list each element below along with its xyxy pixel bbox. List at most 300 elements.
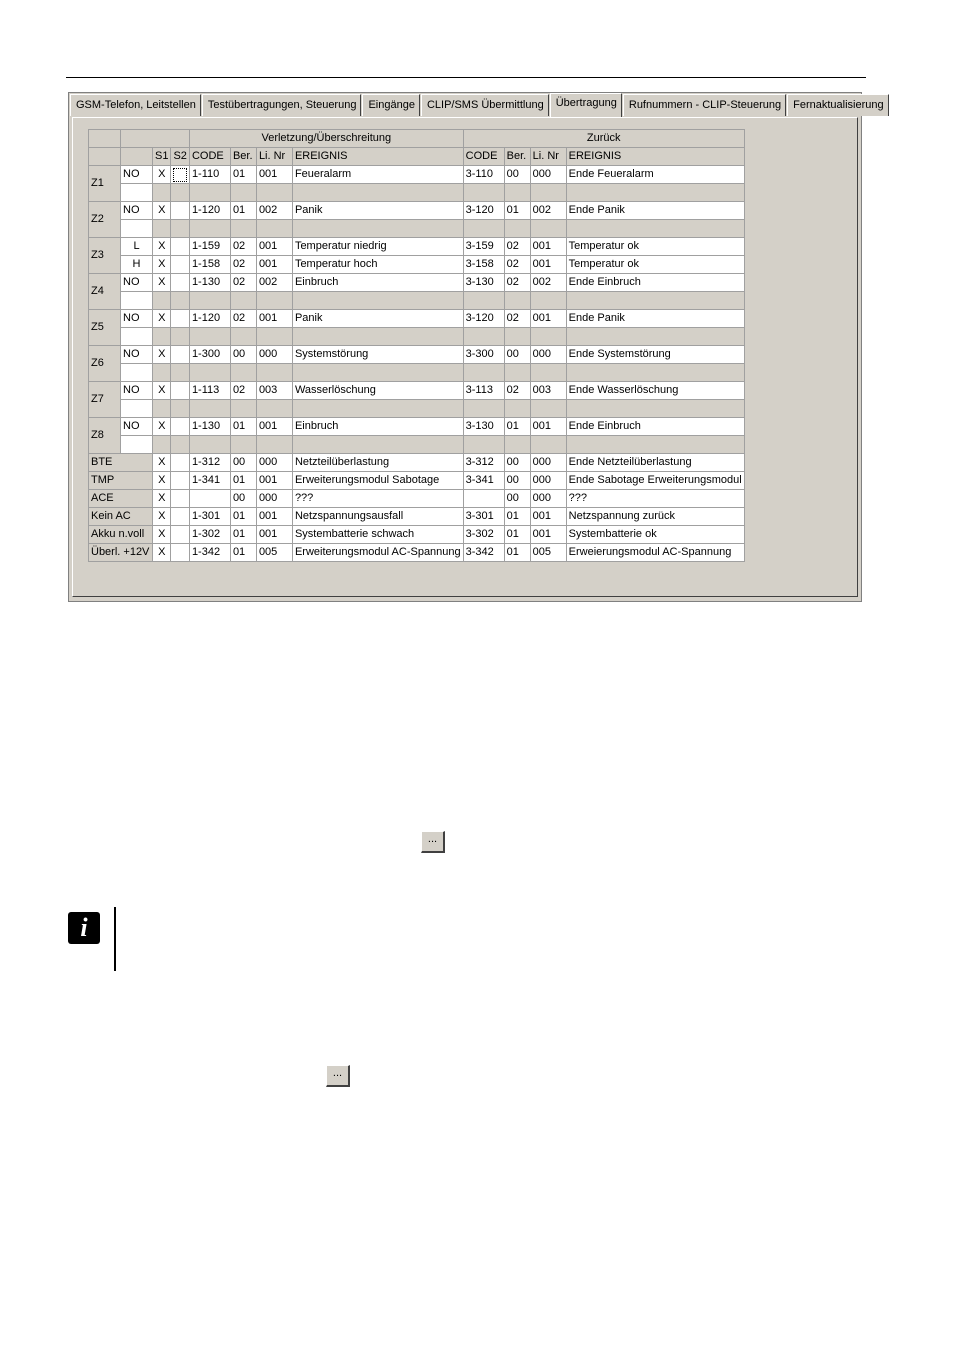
cell-s2[interactable] (171, 454, 189, 472)
cell-revent[interactable]: Systembatterie ok (566, 526, 744, 544)
empty-cell (504, 436, 530, 454)
cell-ber[interactable]: 01 (230, 526, 256, 544)
empty-cell (566, 220, 744, 238)
zone-type-cell[interactable]: NO (121, 166, 153, 184)
empty-cell (566, 364, 744, 382)
empty-cell (189, 328, 230, 346)
cell-s1[interactable]: X (153, 508, 171, 526)
cell-event[interactable]: Temperatur niedrig (292, 238, 463, 256)
cell-revent[interactable]: ??? (566, 490, 744, 508)
cell-ber[interactable]: 01 (230, 202, 256, 220)
cell-code[interactable]: 1-120 (189, 202, 230, 220)
cell-ber[interactable]: 02 (230, 238, 256, 256)
cell-event[interactable]: Erweiterungsmodul AC-Spannung (292, 544, 463, 562)
system-row-label: Überl. +12V (89, 544, 153, 562)
cell-event[interactable]: Systemstörung (292, 346, 463, 364)
cell-rcode[interactable]: 3-342 (463, 544, 504, 562)
zone-label: Z2 (89, 202, 121, 238)
cell-ber[interactable]: 02 (230, 382, 256, 400)
cell-ber[interactable]: 00 (230, 490, 256, 508)
cell-rber[interactable]: 01 (504, 418, 530, 436)
zone-type-cell[interactable]: L (121, 238, 153, 256)
empty-cell (292, 220, 463, 238)
empty-cell (256, 220, 292, 238)
cell-s1[interactable]: X (153, 256, 171, 274)
cell-rcode[interactable]: 3-301 (463, 508, 504, 526)
cell-revent[interactable]: Erweierungsmodul AC-Spannung (566, 544, 744, 562)
table-row (89, 256, 745, 274)
table-row (89, 310, 745, 328)
empty-cell (230, 364, 256, 382)
cell-event[interactable]: Feueralarm (292, 166, 463, 184)
empty-cell (153, 436, 171, 454)
table-row (89, 328, 745, 346)
tab-6[interactable]: Fernaktualisierung (787, 94, 889, 116)
empty-cell (463, 328, 504, 346)
cell-s1[interactable]: X (153, 418, 171, 436)
empty-cell (171, 328, 189, 346)
table-row (89, 274, 745, 292)
table-row (89, 436, 745, 454)
zone-type-cell[interactable]: NO (121, 274, 153, 292)
cell-s2[interactable] (171, 238, 189, 256)
empty-cell (171, 400, 189, 418)
empty-cell (153, 364, 171, 382)
cell-revent[interactable]: Ende Panik (566, 310, 744, 328)
note-divider (114, 907, 116, 971)
empty-cell (530, 436, 566, 454)
empty-cell (292, 364, 463, 382)
cell-s1[interactable]: X (153, 544, 171, 562)
cell-rber[interactable]: 01 (504, 508, 530, 526)
cell-rlinr[interactable]: 005 (530, 544, 566, 562)
tab-bar (70, 94, 890, 116)
empty-cell (463, 184, 504, 202)
empty-cell (153, 184, 171, 202)
empty-cell (230, 436, 256, 454)
empty-cell (566, 292, 744, 310)
cell-ber[interactable]: 00 (230, 346, 256, 364)
empty-cell (171, 364, 189, 382)
event-code-table (88, 129, 745, 562)
cell-s2[interactable] (171, 382, 189, 400)
table-row (89, 472, 745, 490)
table-row (89, 526, 745, 544)
restore-group-header: Zurück (463, 130, 744, 148)
cell-code[interactable]: 1-130 (189, 274, 230, 292)
cell-rber[interactable]: 00 (504, 166, 530, 184)
cell-code[interactable]: 1-130 (189, 418, 230, 436)
cell-revent[interactable]: Temperatur ok (566, 256, 744, 274)
system-row-label: ACE (89, 490, 153, 508)
cell-rcode[interactable]: 3-312 (463, 454, 504, 472)
cell-s1[interactable]: X (153, 202, 171, 220)
cell-s1[interactable]: X (153, 382, 171, 400)
settings-window (68, 92, 884, 602)
empty-cell (153, 400, 171, 418)
cell-code[interactable]: 1-342 (189, 544, 230, 562)
cell-s1[interactable]: X (153, 346, 171, 364)
cell-ber[interactable]: 00 (230, 454, 256, 472)
zone-type-cell[interactable] (121, 220, 153, 238)
cell-s2[interactable] (171, 256, 189, 274)
empty-cell (153, 220, 171, 238)
table-row (89, 238, 745, 256)
cell-rcode[interactable]: 3-113 (463, 382, 504, 400)
cell-event[interactable]: ??? (292, 490, 463, 508)
empty-cell (530, 184, 566, 202)
cell-rcode[interactable]: 3-158 (463, 256, 504, 274)
empty-cell (153, 292, 171, 310)
cell-s2[interactable] (171, 490, 189, 508)
cell-linr[interactable]: 001 (256, 526, 292, 544)
zone-type-cell[interactable]: NO (121, 310, 153, 328)
cell-event[interactable]: Temperatur hoch (292, 256, 463, 274)
cell-rcode[interactable]: 3-159 (463, 238, 504, 256)
col-restore-code[interactable]: CODE (463, 148, 504, 166)
cell-rcode[interactable]: 3-130 (463, 274, 504, 292)
zone-type-cell[interactable]: NO (121, 382, 153, 400)
ellipsis-button[interactable]: ... (421, 831, 445, 853)
empty-cell (230, 220, 256, 238)
cell-s2[interactable] (171, 418, 189, 436)
cell-code[interactable] (189, 490, 230, 508)
cell-revent[interactable]: Temperatur ok (566, 238, 744, 256)
cell-revent[interactable]: Ende Panik (566, 202, 744, 220)
cell-code[interactable]: 1-110 (189, 166, 230, 184)
cell-rlinr[interactable]: 000 (530, 346, 566, 364)
zone-label: Z5 (89, 310, 121, 346)
empty-cell (463, 292, 504, 310)
empty-cell (530, 220, 566, 238)
cell-linr[interactable]: 002 (256, 274, 292, 292)
cell-s2[interactable] (171, 472, 189, 490)
cell-linr[interactable]: 002 (256, 202, 292, 220)
cell-ber[interactable]: 01 (230, 544, 256, 562)
cell-linr[interactable]: 001 (256, 238, 292, 256)
zone-label: Z4 (89, 274, 121, 310)
cell-ber[interactable]: 01 (230, 508, 256, 526)
tab-1[interactable]: Testübertragungen, Steuerung (202, 94, 362, 116)
transmission-panel (72, 117, 858, 597)
empty-cell (256, 400, 292, 418)
cell-rlinr[interactable]: 001 (530, 238, 566, 256)
empty-cell (504, 400, 530, 418)
table-row (89, 382, 745, 400)
zone-type-cell[interactable]: NO (121, 418, 153, 436)
cell-rber[interactable]: 00 (504, 346, 530, 364)
empty-cell (530, 328, 566, 346)
cell-rlinr[interactable]: 001 (530, 508, 566, 526)
cell-rcode[interactable]: 3-302 (463, 526, 504, 544)
empty-cell (189, 400, 230, 418)
cell-ber[interactable]: 02 (230, 310, 256, 328)
empty-cell (256, 328, 292, 346)
table-row (89, 346, 745, 364)
cell-revent[interactable]: Ende Sabotage Erweiterungsmodul (566, 472, 744, 490)
cell-rlinr[interactable]: 001 (530, 526, 566, 544)
cell-revent[interactable]: Ende Netzteilüberlastung (566, 454, 744, 472)
cell-s1[interactable]: X (153, 472, 171, 490)
cell-rlinr[interactable]: 001 (530, 418, 566, 436)
cell-s1[interactable]: X (153, 274, 171, 292)
system-row-label: TMP (89, 472, 153, 490)
empty-cell (230, 184, 256, 202)
cell-linr[interactable]: 000 (256, 346, 292, 364)
empty-cell (189, 364, 230, 382)
table-row (89, 220, 745, 238)
empty-cell (189, 292, 230, 310)
cell-code[interactable]: 1-120 (189, 310, 230, 328)
table-row (89, 544, 745, 562)
cell-rber[interactable]: 01 (504, 202, 530, 220)
empty-cell (256, 184, 292, 202)
empty-cell (463, 220, 504, 238)
empty-cell (292, 436, 463, 454)
empty-cell (256, 436, 292, 454)
empty-cell (463, 400, 504, 418)
empty-cell (171, 220, 189, 238)
zone-label: Z6 (89, 346, 121, 382)
cell-rcode[interactable]: 3-110 (463, 166, 504, 184)
col-restore-linr[interactable]: Li. Nr (530, 148, 566, 166)
zone-label: Z7 (89, 382, 121, 418)
cell-event[interactable]: Wasserlöschung (292, 382, 463, 400)
zone-type-cell[interactable] (121, 328, 153, 346)
cell-s1[interactable]: X (153, 454, 171, 472)
col-code[interactable]: CODE (189, 148, 230, 166)
empty-cell (504, 364, 530, 382)
cell-rber[interactable]: 02 (504, 238, 530, 256)
cell-rber[interactable]: 02 (504, 256, 530, 274)
cell-code[interactable]: 1-113 (189, 382, 230, 400)
violation-group-header: Verletzung/Überschreitung (189, 130, 463, 148)
cell-event[interactable]: Netzspannungsausfall (292, 508, 463, 526)
table-row (89, 418, 745, 436)
empty-cell (189, 184, 230, 202)
empty-cell (189, 220, 230, 238)
zone-label: Z3 (89, 238, 121, 274)
cell-linr[interactable]: 001 (256, 310, 292, 328)
cell-rlinr[interactable]: 000 (530, 166, 566, 184)
zone-type-cell[interactable]: NO (121, 346, 153, 364)
zone-label: Z8 (89, 418, 121, 454)
system-row-label: BTE (89, 454, 153, 472)
cell-s2[interactable] (171, 544, 189, 562)
cell-rlinr[interactable]: 001 (530, 310, 566, 328)
col-event[interactable]: EREIGNIS (292, 148, 463, 166)
empty-cell (530, 364, 566, 382)
tab-2[interactable]: Eingänge (362, 94, 420, 116)
empty-cell (463, 364, 504, 382)
empty-cell (566, 436, 744, 454)
cell-s2[interactable] (171, 274, 189, 292)
cell-linr[interactable]: 005 (256, 544, 292, 562)
cell-linr[interactable]: 001 (256, 166, 292, 184)
cell-code[interactable]: 1-312 (189, 454, 230, 472)
table-row (89, 364, 745, 382)
col-restore-event[interactable]: EREIGNIS (566, 148, 744, 166)
table-row (89, 166, 745, 184)
table-row (89, 400, 745, 418)
empty-cell (230, 400, 256, 418)
col-restore-ber[interactable]: Ber. (504, 148, 530, 166)
cell-rcode[interactable]: 3-341 (463, 472, 504, 490)
zone-label: Z1 (89, 166, 121, 202)
cell-rber[interactable]: 02 (504, 274, 530, 292)
empty-cell (504, 328, 530, 346)
col-ber[interactable]: Ber. (230, 148, 256, 166)
page-header-rule (66, 77, 866, 78)
zone-type-cell[interactable] (121, 292, 153, 310)
cell-s2[interactable] (171, 508, 189, 526)
cell-event[interactable]: Systembatterie schwach (292, 526, 463, 544)
cell-rlinr[interactable]: 000 (530, 454, 566, 472)
cell-rlinr[interactable]: 003 (530, 382, 566, 400)
tab-5[interactable]: Rufnummern - CLIP-Steuerung (623, 94, 786, 116)
tab-3[interactable]: CLIP/SMS Übermittlung (421, 94, 549, 116)
zone-type-cell[interactable] (121, 436, 153, 454)
cell-rber[interactable]: 01 (504, 526, 530, 544)
empty-cell (256, 364, 292, 382)
cell-revent[interactable]: Ende Feueralarm (566, 166, 744, 184)
cell-s1[interactable]: X (153, 310, 171, 328)
table-row (89, 490, 745, 508)
cell-ber[interactable]: 01 (230, 472, 256, 490)
cell-s2[interactable] (171, 346, 189, 364)
cell-rber[interactable]: 02 (504, 310, 530, 328)
cell-rlinr[interactable]: 002 (530, 202, 566, 220)
empty-cell (189, 436, 230, 454)
zone-type-cell[interactable] (121, 184, 153, 202)
cell-event[interactable]: Netzteilüberlastung (292, 454, 463, 472)
empty-cell (566, 400, 744, 418)
cell-s2[interactable] (171, 310, 189, 328)
cell-code[interactable]: 1-300 (189, 346, 230, 364)
cell-rlinr[interactable]: 002 (530, 274, 566, 292)
cell-code[interactable]: 1-301 (189, 508, 230, 526)
cell-rber[interactable]: 00 (504, 472, 530, 490)
cell-code[interactable]: 1-302 (189, 526, 230, 544)
empty-cell (504, 184, 530, 202)
cell-event[interactable]: Einbruch (292, 418, 463, 436)
empty-cell (463, 436, 504, 454)
cell-linr[interactable]: 001 (256, 256, 292, 274)
cell-rcode[interactable] (463, 490, 504, 508)
col-s1[interactable]: S1 (153, 148, 171, 166)
cell-ber[interactable]: 02 (230, 274, 256, 292)
table-row (89, 454, 745, 472)
cell-rber[interactable]: 00 (504, 490, 530, 508)
cell-revent[interactable]: Netzspannung zurück (566, 508, 744, 526)
cell-rcode[interactable]: 3-120 (463, 202, 504, 220)
cell-rber[interactable]: 02 (504, 382, 530, 400)
cell-s1[interactable]: X (153, 166, 171, 184)
cell-rlinr[interactable]: 000 (530, 472, 566, 490)
cell-s1[interactable]: X (153, 238, 171, 256)
empty-cell (171, 436, 189, 454)
cell-rber[interactable]: 00 (504, 454, 530, 472)
table-row (89, 508, 745, 526)
empty-cell (230, 292, 256, 310)
cell-s2[interactable] (171, 166, 189, 184)
cell-revent[interactable]: Ende Einbruch (566, 418, 744, 436)
empty-cell (292, 400, 463, 418)
table-row (89, 184, 745, 202)
cell-revent[interactable]: Ende Einbruch (566, 274, 744, 292)
cell-revent[interactable]: Ende Systemstörung (566, 346, 744, 364)
cell-rcode[interactable]: 3-300 (463, 346, 504, 364)
cell-event[interactable]: Panik (292, 310, 463, 328)
cell-s1[interactable]: X (153, 526, 171, 544)
table-row (89, 292, 745, 310)
tab-0[interactable]: GSM-Telefon, Leitstellen (70, 94, 201, 116)
cell-linr[interactable]: 000 (256, 490, 292, 508)
cell-revent[interactable]: Ende Wasserlöschung (566, 382, 744, 400)
zone-type-cell[interactable] (121, 364, 153, 382)
cell-s2[interactable] (171, 526, 189, 544)
cell-linr[interactable]: 000 (256, 454, 292, 472)
tab-4[interactable]: Übertragung (550, 93, 622, 117)
empty-cell (292, 292, 463, 310)
cell-s1[interactable]: X (153, 490, 171, 508)
cell-linr[interactable]: 001 (256, 508, 292, 526)
cell-rlinr[interactable]: 001 (530, 256, 566, 274)
empty-cell (256, 292, 292, 310)
empty-cell (230, 328, 256, 346)
cell-ber[interactable]: 01 (230, 166, 256, 184)
zone-type-cell[interactable]: NO (121, 202, 153, 220)
cell-rcode[interactable]: 3-130 (463, 418, 504, 436)
cell-event[interactable]: Erweiterungsmodul Sabotage (292, 472, 463, 490)
cell-event[interactable]: Einbruch (292, 274, 463, 292)
cell-linr[interactable]: 001 (256, 472, 292, 490)
empty-cell (566, 184, 744, 202)
empty-cell (566, 328, 744, 346)
cell-s2[interactable] (171, 202, 189, 220)
empty-cell (171, 184, 189, 202)
cell-rlinr[interactable]: 000 (530, 490, 566, 508)
cell-ber[interactable]: 01 (230, 418, 256, 436)
empty-cell (153, 328, 171, 346)
system-row-label: Akku n.voll (89, 526, 153, 544)
zone-type-cell[interactable]: H (121, 256, 153, 274)
cell-code[interactable]: 1-158 (189, 256, 230, 274)
cell-rber[interactable]: 01 (504, 544, 530, 562)
table-row (89, 202, 745, 220)
empty-cell (292, 184, 463, 202)
zone-type-cell[interactable] (121, 400, 153, 418)
system-row-label: Kein AC (89, 508, 153, 526)
cell-event[interactable]: Panik (292, 202, 463, 220)
cell-rcode[interactable]: 3-120 (463, 310, 504, 328)
empty-cell (530, 292, 566, 310)
ellipsis-button-2[interactable]: ... (326, 1065, 350, 1087)
empty-cell (171, 292, 189, 310)
cell-code[interactable]: 1-159 (189, 238, 230, 256)
empty-cell (530, 400, 566, 418)
cell-linr[interactable]: 003 (256, 382, 292, 400)
cell-linr[interactable]: 001 (256, 418, 292, 436)
col-linr[interactable]: Li. Nr (256, 148, 292, 166)
col-s2[interactable]: S2 (171, 148, 189, 166)
cell-code[interactable]: 1-341 (189, 472, 230, 490)
info-icon: i (68, 912, 100, 944)
cell-ber[interactable]: 02 (230, 256, 256, 274)
empty-cell (504, 292, 530, 310)
empty-cell (292, 328, 463, 346)
empty-cell (504, 220, 530, 238)
